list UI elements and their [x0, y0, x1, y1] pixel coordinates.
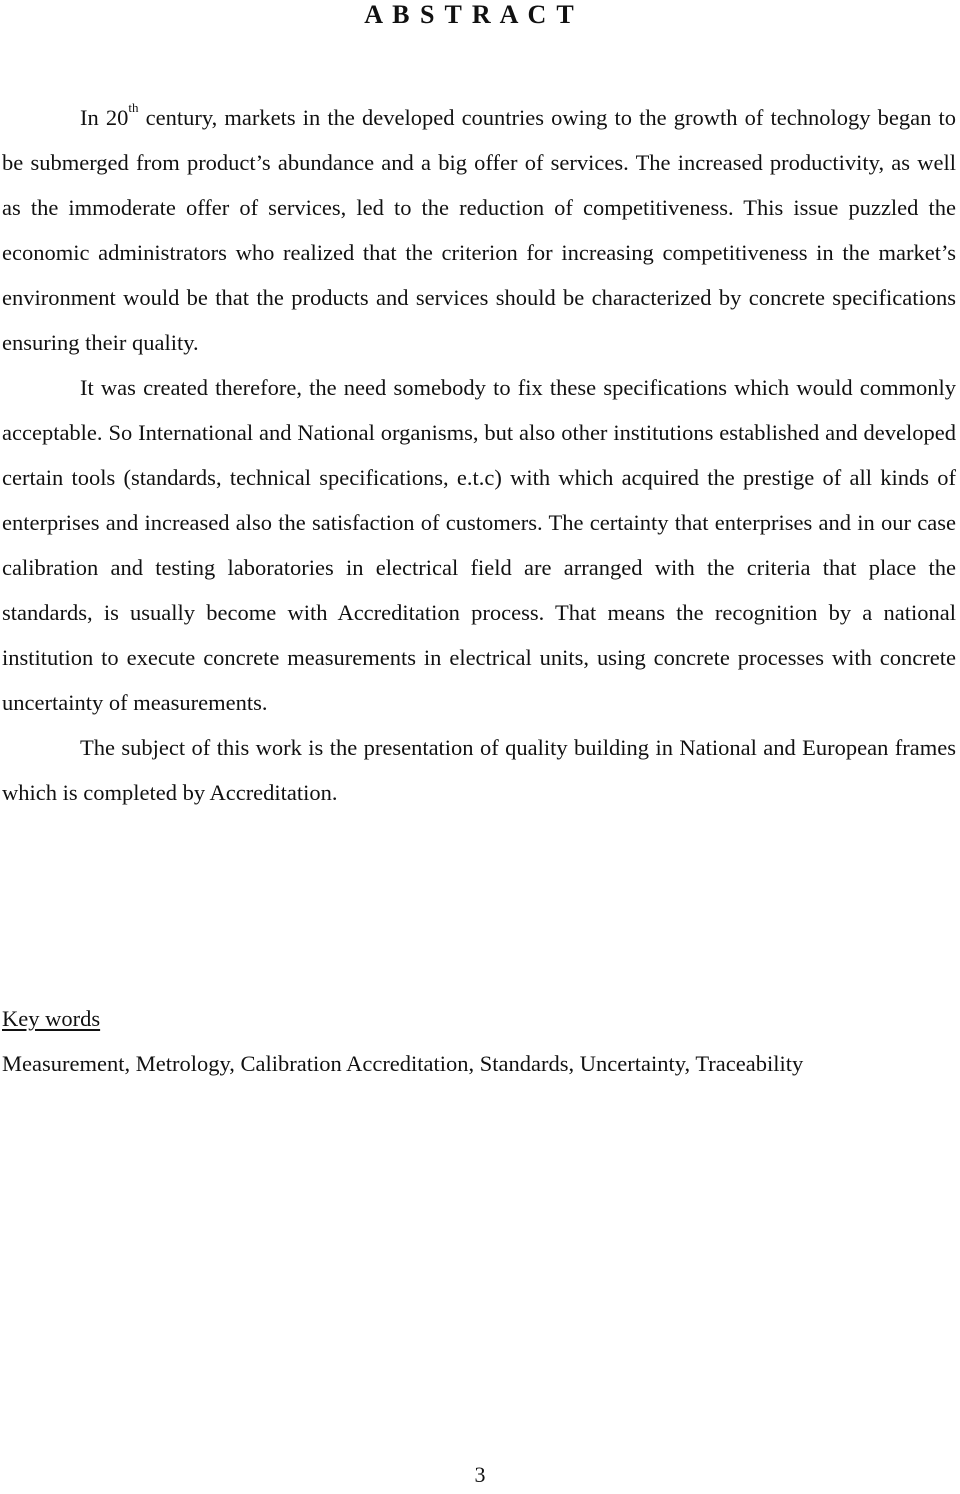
- paragraph-3: The subject of this work is the presentation of quality building in National and European frames which is completed by Accreditation.: [2, 735, 956, 805]
- page-number: 3: [474, 1462, 486, 1487]
- keywords-list: Measurement, Metrology, Calibration Accreditation, Standards, Uncertainty, Traceability: [2, 1051, 804, 1076]
- keywords-heading: Key words: [2, 1006, 101, 1031]
- abstract-title: A B S T R A C T: [364, 0, 576, 29]
- keywords-section: [2, 996, 956, 1086]
- paragraph-1-rest: century, markets in the developed countries owing to the growth of technology began to be submerged from product’s abundance and a big offer of services. The increased productivity, as well as the immoderate offer of services, led to the reduction of competitiveness. This issue puzzled the economic administrators who realized that the criterion for increasing competitiveness in the market’s environment would be that the products and services should be characterized by concrete specifications ensuring their quality.: [2, 105, 956, 355]
- abstract-body: [2, 95, 956, 815]
- paragraph-1-lead: In 20: [80, 105, 129, 130]
- paragraph-1: [2, 95, 956, 365]
- paragraph-2: It was created therefore, the need somebody to fix these specifications which would commonly acceptable. So International and National organisms, but also other institutions established and developed certain tools (standards, technical specifications, e.t.c) with which acquired the prestige of all kinds of enterprises and increased also the satisfaction of customers. The certainty that enterprises and in our case calibration and testing laboratories in electrical field are arranged with the criteria that place the standards, is usually become with Accreditation process. That means the recognition by a national institution to execute concrete measurements in electrical units, using concrete processes with concrete uncertainty of measurements.: [2, 375, 956, 715]
- paragraph-1-superscript: th: [128, 100, 139, 115]
